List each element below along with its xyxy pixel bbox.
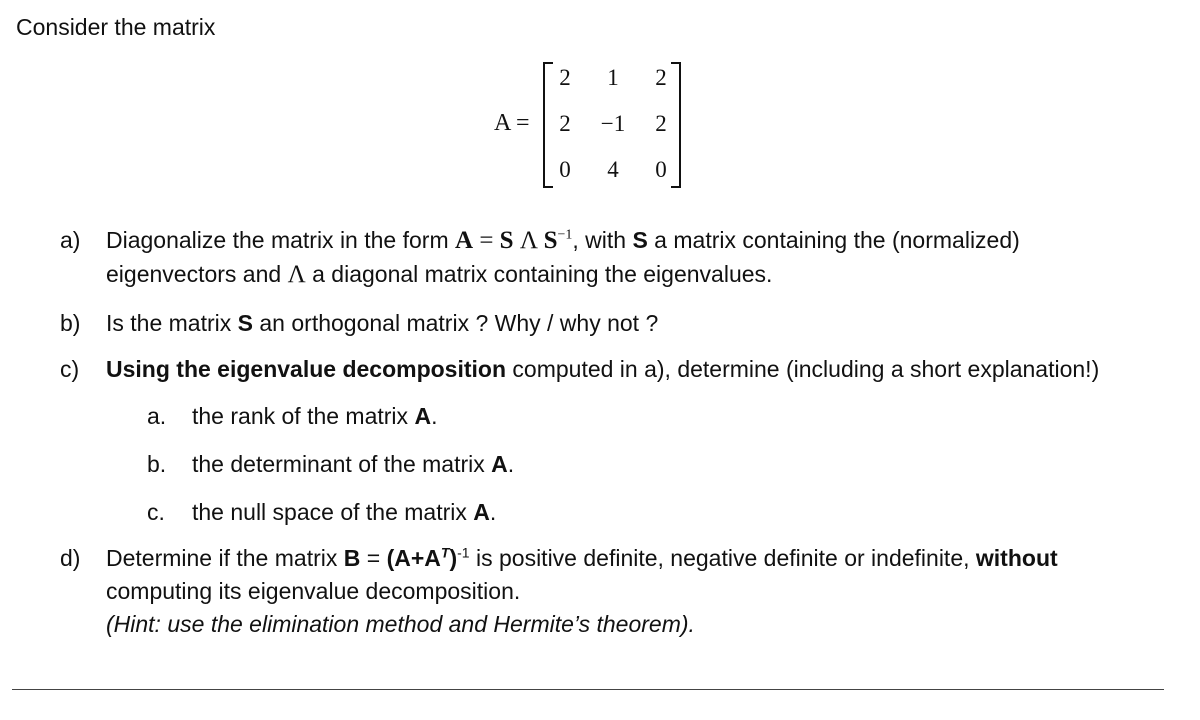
matrix-cell: 4 bbox=[607, 157, 619, 182]
matrix-cell: 2 bbox=[655, 65, 667, 90]
question-marker: b) bbox=[60, 310, 81, 336]
matrix-a bbox=[543, 62, 681, 188]
question-text: Using the eigenvalue decomposition computed in a), determine (including a short explanation!) bbox=[106, 356, 1100, 382]
matrix-cell: 1 bbox=[607, 65, 619, 90]
bottom-divider bbox=[12, 689, 1164, 690]
question-text: Determine if the matrix $B = (A+A^T)^{-1}$ is positive definite, negative definite or indefinite, without bbox=[106, 544, 1058, 571]
matrix-cell: 0 bbox=[655, 157, 667, 182]
question-marker: a) bbox=[60, 227, 81, 253]
matrix-cell: 0 bbox=[559, 157, 571, 182]
question-marker: d) bbox=[60, 545, 81, 571]
question-text: Is the matrix S an orthogonal matrix ? Why / why not ? bbox=[106, 310, 659, 336]
question-text: Diagonalize the matrix in the form A = S Λ $S^{-1}$, with S a matrix containing the (normalized) bbox=[106, 227, 1020, 254]
matrix-cell: −1 bbox=[600, 111, 626, 136]
intro-text: Consider the matrix bbox=[16, 14, 216, 40]
question-marker: c) bbox=[60, 356, 80, 382]
matrix-cell: 2 bbox=[655, 111, 667, 136]
matrix-cell: 2 bbox=[559, 111, 571, 136]
matrix-label: A = bbox=[494, 110, 530, 136]
matrix-cell: 2 bbox=[559, 65, 571, 90]
